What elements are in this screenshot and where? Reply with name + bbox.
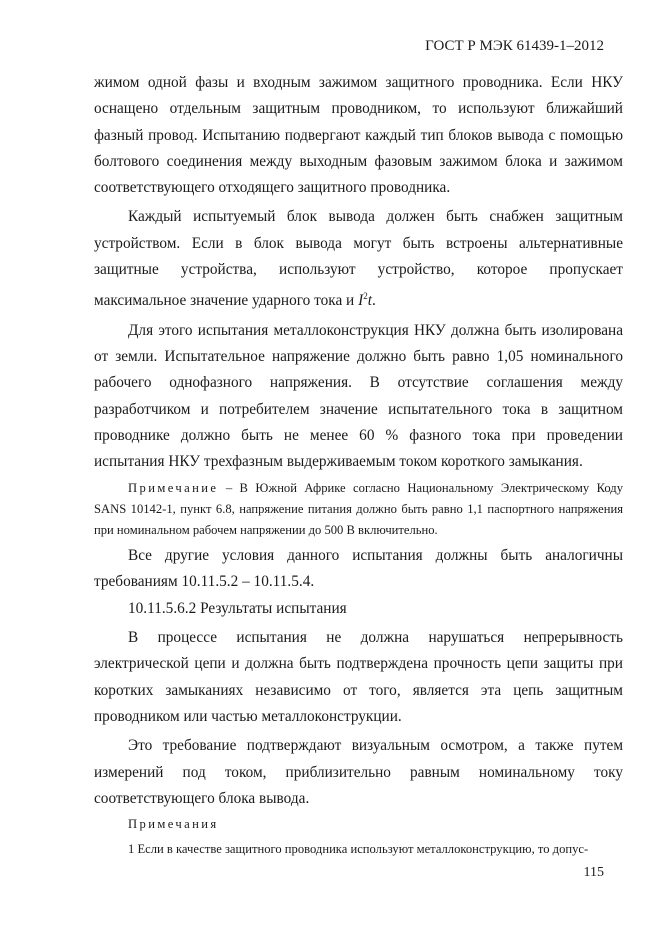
page-body [94, 70, 623, 862]
section-heading: 10.11.5.6.2 Результаты испытания [128, 599, 347, 617]
paragraph-continuation: жимом одной фазы и входным зажимом защитного проводника. Если НКУ оснащено отдельным защитным проводником, то используют ближайший фазный провод. Испытанию подвергают каждый тип блоков вывода с помощью болтового соединения между выходным фазовым зажимом блока и зажимом соответствующего отходящего защитного проводника. [94, 74, 623, 197]
formula-t: t [367, 292, 372, 310]
paragraph-end: . [371, 292, 376, 310]
note-text: – В Южной Африке согласно Национальному Электрическому Коду SANS 10142-1, пункт 6.8, напряжение питания должно быть равно 1,1 паспортного напряжения при номинальном рабочем напряжении до 500 В включительно. [94, 480, 623, 537]
paragraph-other-conditions: Все другие условия данного испытания должны быть аналогичны требованиям 10.11.5.2 – 10.11.5.4. [94, 547, 623, 591]
note-1: 1 Если в качестве защитного проводника используют металлоконструкцию, то допус- [128, 842, 589, 857]
notes-heading: Примечания [128, 817, 219, 832]
page-number: 115 [583, 865, 604, 880]
paragraph-protective-device [94, 204, 623, 314]
formula-i: I [358, 292, 364, 310]
paragraph-test-conditions: Для этого испытания металлоконструкция НКУ должна быть изолирована от земли. Испытательное напряжение должно быть равно 1,05 номинального рабочего однофазного напряжения. В отсутствие соглашения между разработчиком и потребителем значение испытательного тока в защитном проводнике должно быть не менее 60 % фазного тока при проведении испытания НКУ трехфазным выдерживаемым током короткого замыкания. [94, 321, 623, 471]
note-label: Примечание [128, 480, 219, 495]
paragraph-verification: Это требование подтверждают визуальным осмотром, а также путем измерений под током, приблизительно равным номинальному току соответствующего блока вывода. [94, 737, 623, 807]
document-header: ГОСТ Р МЭК 61439-1–2012 [425, 38, 604, 54]
note-south-africa [94, 478, 623, 542]
formula-exponent: 2 [363, 291, 368, 302]
paragraph-text: Каждый испытуемый блок вывода должен быть снабжен защитным устройством. Если в блок вывода могут быть встроены альтернативные защитные устройства, используют устройство, которое пропускает максимальное значение ударного тока и [94, 208, 623, 310]
paragraph-test-results: В процессе испытания не должна нарушаться непрерывность электрической цепи и должна быть подтверждена прочность цепи защиты при коротких замыканиях независимо от того, является эта цепь защитным проводником или частью металлоконструкции. [94, 629, 623, 725]
